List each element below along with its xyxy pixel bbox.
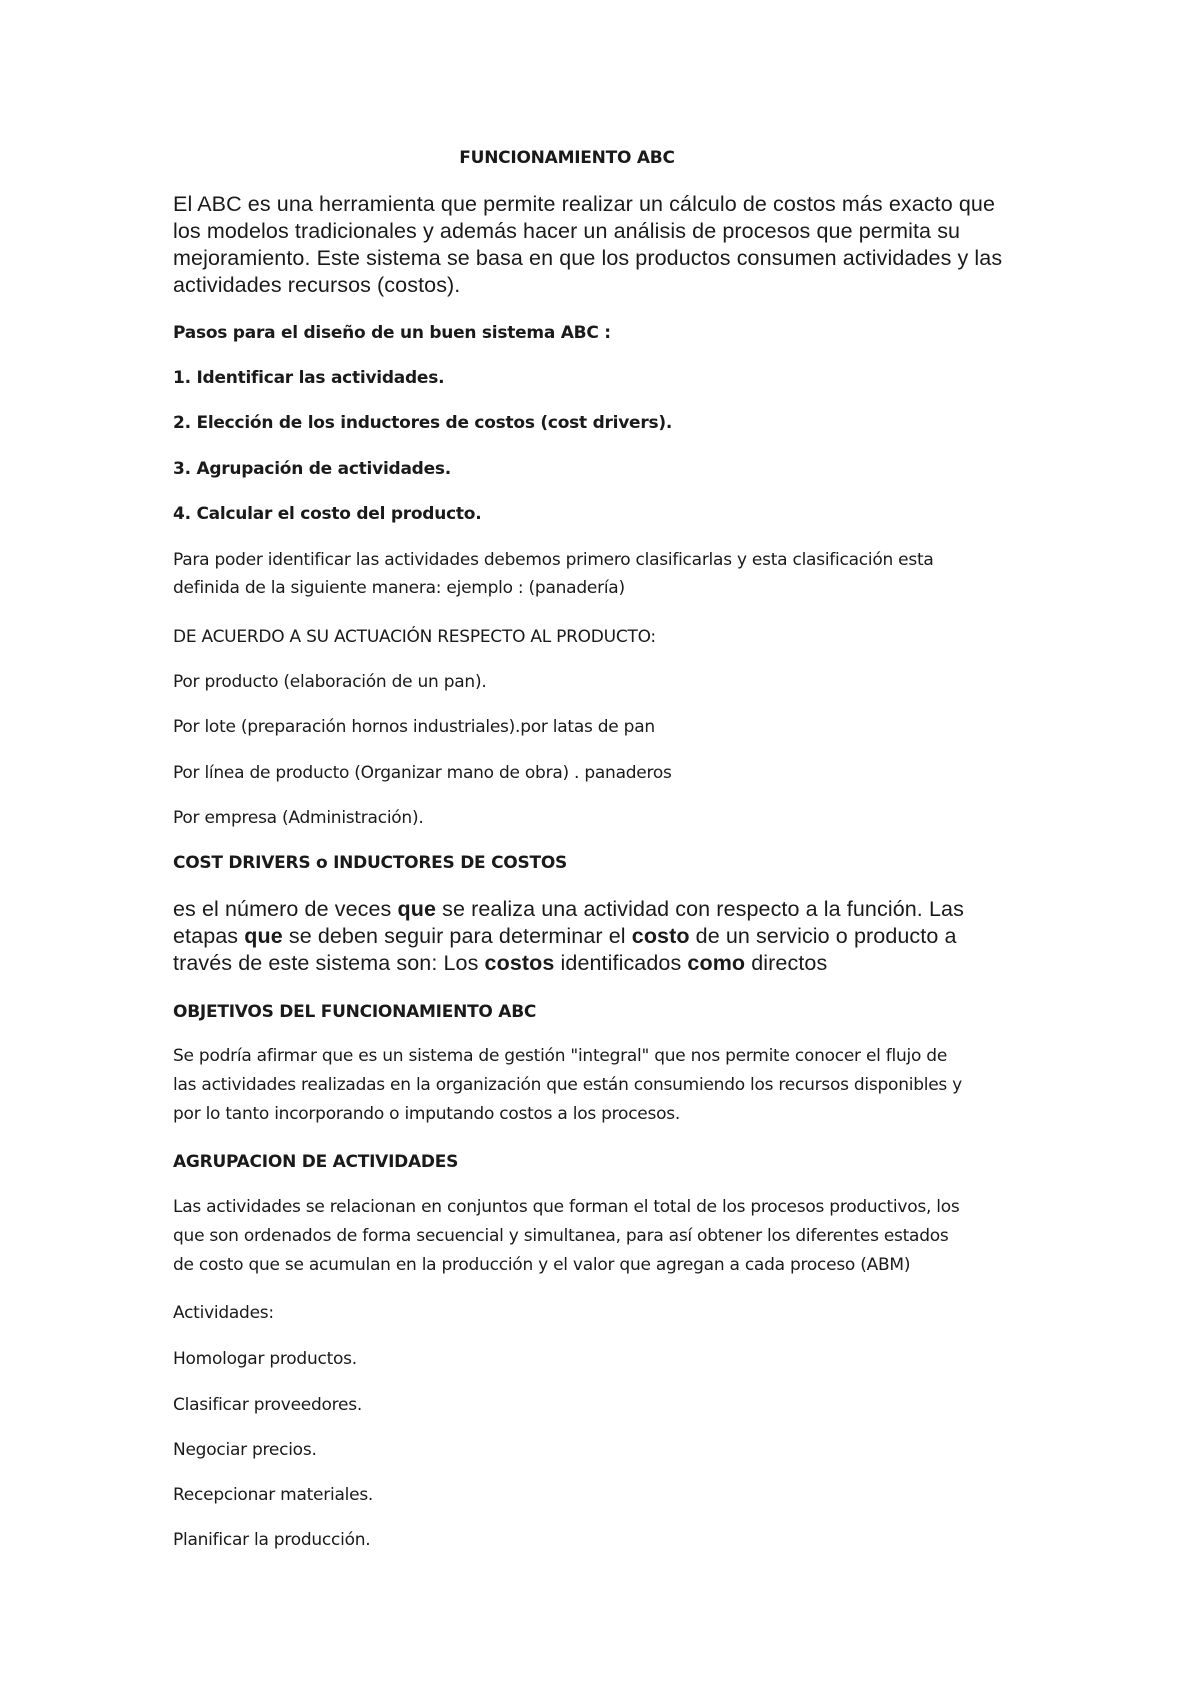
grouping-heading: AGRUPACION DE ACTIVIDADES xyxy=(173,1152,459,1172)
cost-drivers-line xyxy=(173,951,827,976)
text-run: través de este sistema son: Los xyxy=(173,951,485,975)
cost-drivers-line xyxy=(173,897,964,922)
objectives-line: Se podría afirmar que es un sistema de gestión "integral" que nos permite conocer el flujo de xyxy=(173,1046,948,1066)
classification-line: definida de la siguiente manera: ejemplo : (panadería) xyxy=(173,578,625,598)
objectives-line: por lo tanto incorporando o imputando costos a los procesos. xyxy=(173,1104,681,1124)
intro-line: actividades recursos (costos). xyxy=(173,273,461,297)
activity-item: Planificar la producción. xyxy=(173,1530,371,1550)
text-run: se realiza una actividad con respecto a la función. Las xyxy=(436,897,964,921)
text-run: etapas xyxy=(173,924,245,948)
actuation-item: Por línea de producto (Organizar mano de obra) . panaderos xyxy=(173,763,672,783)
text-run: directos xyxy=(745,951,828,975)
keyword-highlight: como xyxy=(687,951,746,975)
activity-item: Recepcionar materiales. xyxy=(173,1485,374,1505)
cost-drivers-line xyxy=(173,924,957,949)
actuation-heading: DE ACUERDO A SU ACTUACIÓN RESPECTO AL PRODUCTO: xyxy=(173,627,656,647)
intro-line: El ABC es una herramienta que permite realizar un cálculo de costos más exacto que xyxy=(173,192,996,216)
keyword-highlight: costo xyxy=(631,924,690,948)
keyword-highlight: que xyxy=(397,897,437,921)
activity-item: Homologar productos. xyxy=(173,1349,357,1369)
step-item: 4. Calcular el costo del producto. xyxy=(173,504,482,524)
text-run: se deben seguir para determinar el xyxy=(282,924,632,948)
keyword-highlight: costos xyxy=(484,951,555,975)
objectives-heading: OBJETIVOS DEL FUNCIONAMIENTO ABC xyxy=(173,1002,537,1022)
actuation-item: Por producto (elaboración de un pan). xyxy=(173,672,487,692)
actuation-item: Por empresa (Administración). xyxy=(173,808,424,828)
grouping-line: de costo que se acumulan en la producción y el valor que agregan a cada proceso (ABM) xyxy=(173,1255,911,1275)
activity-item: Clasificar proveedores. xyxy=(173,1395,363,1415)
cost-drivers-heading: COST DRIVERS o INDUCTORES DE COSTOS xyxy=(173,853,568,873)
step-item: 3. Agrupación de actividades. xyxy=(173,459,451,479)
actuation-item: Por lote (preparación hornos industriales).por latas de pan xyxy=(173,717,655,737)
activities-label: Actividades: xyxy=(173,1303,274,1323)
activity-item: Negociar precios. xyxy=(173,1440,317,1460)
objectives-line: las actividades realizadas en la organización que están consumiendo los recursos disponibles y xyxy=(173,1075,962,1095)
grouping-line: Las actividades se relacionan en conjuntos que forman el total de los procesos productivos, los xyxy=(173,1197,960,1217)
grouping-line: que son ordenados de forma secuencial y simultanea, para así obtener los diferentes estados xyxy=(173,1226,949,1246)
classification-line: Para poder identificar las actividades debemos primero clasificarlas y esta clasificación esta xyxy=(173,550,934,570)
steps-heading: Pasos para el diseño de un buen sistema ABC : xyxy=(173,323,611,343)
intro-line: mejoramiento. Este sistema se basa en que los productos consumen actividades y las xyxy=(173,246,1003,270)
step-item: 2. Elección de los inductores de costos (cost drivers). xyxy=(173,413,673,433)
intro-line: los modelos tradicionales y además hacer un análisis de procesos que permita su xyxy=(173,219,961,243)
text-run: identificados xyxy=(554,951,688,975)
text-run: de un servicio o producto a xyxy=(689,924,957,948)
step-item: 1. Identificar las actividades. xyxy=(173,368,445,388)
keyword-highlight: que xyxy=(244,924,283,948)
text-run: es el número de veces xyxy=(173,897,398,921)
document-title: FUNCIONAMIENTO ABC xyxy=(459,148,675,168)
